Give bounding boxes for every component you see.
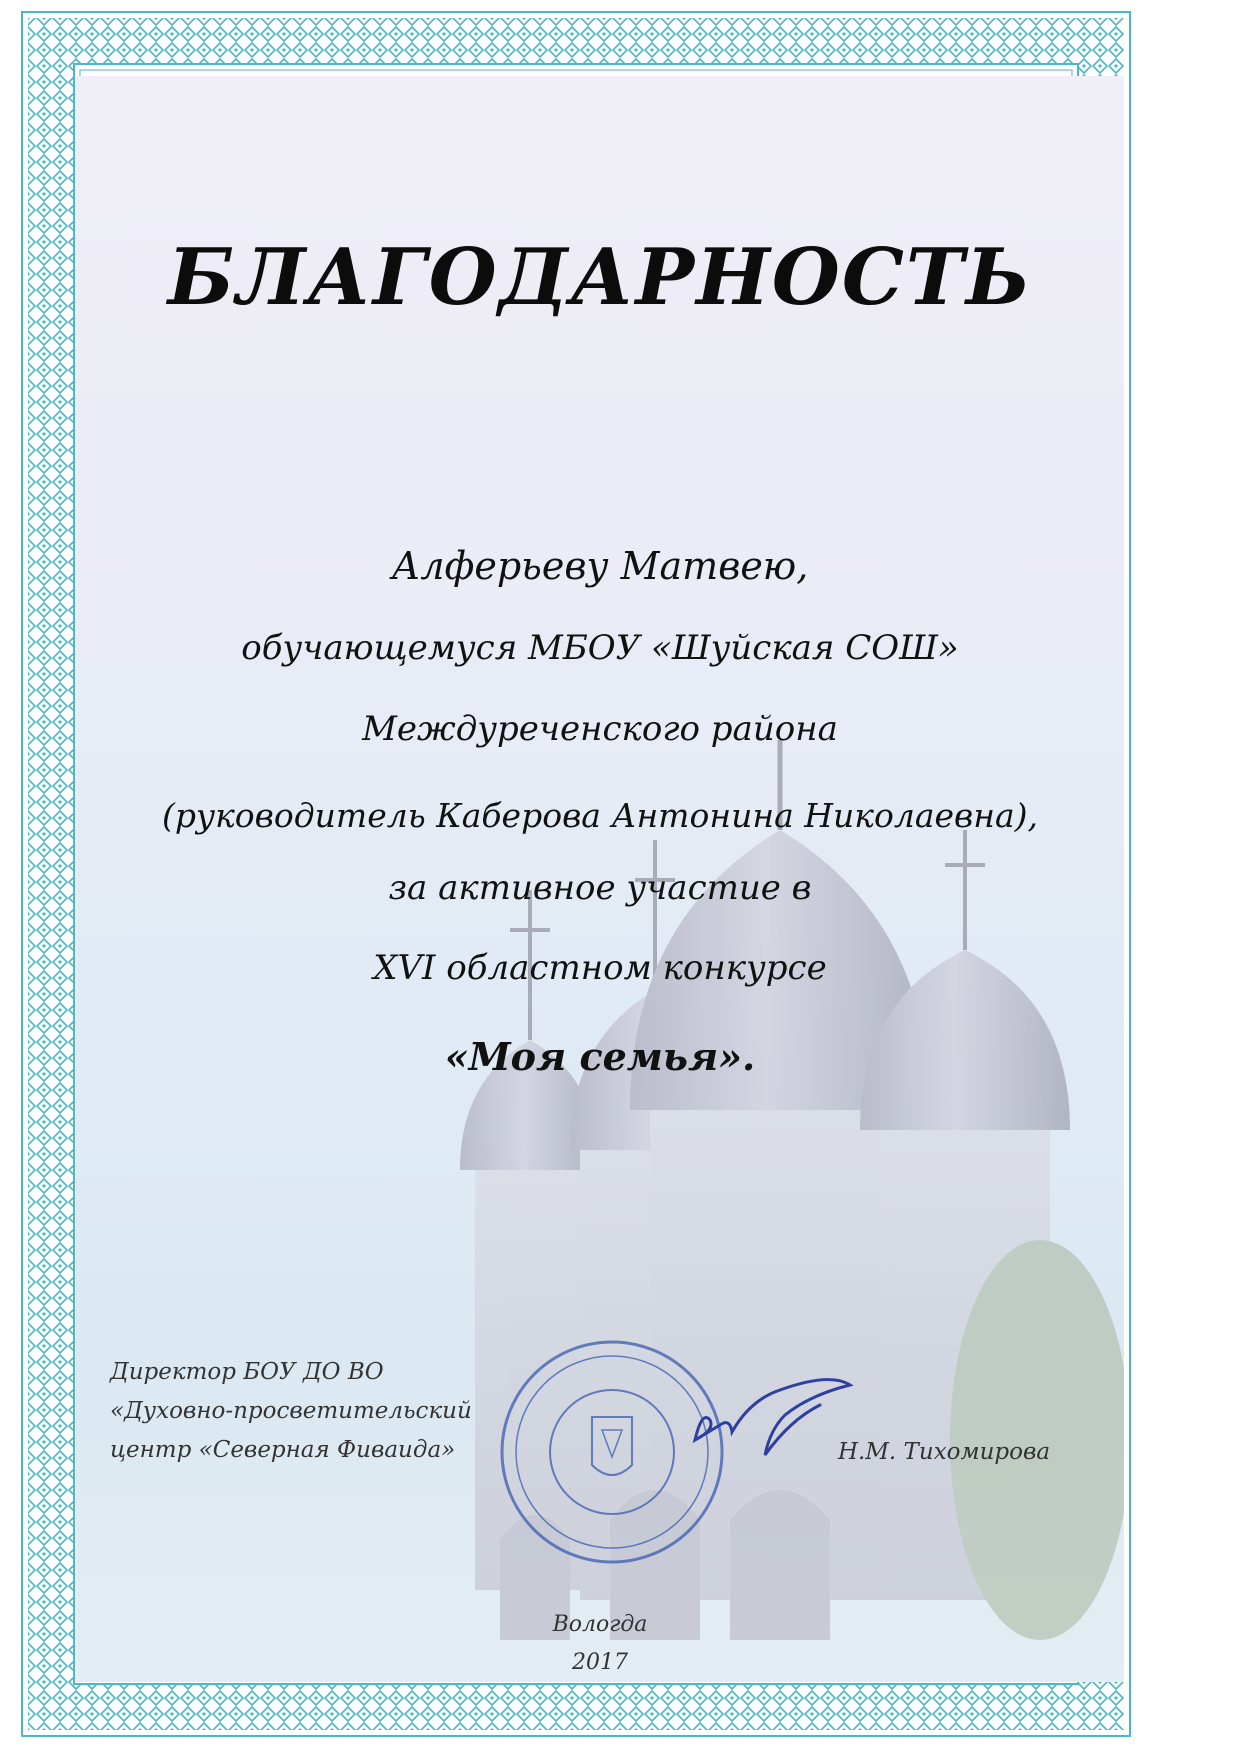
signatory-name: Н.М. Тихомирова	[838, 1439, 1051, 1465]
signatory-title-line3: центр «Северная Фиваида»	[110, 1437, 456, 1463]
contest-line: XVI областном конкурсе	[373, 948, 827, 988]
school-line: обучающемуся МБОУ «Шуйская СОШ»	[241, 628, 959, 668]
supervisor-line: (руководитель Каберова Антонина Николаевна),	[161, 796, 1039, 835]
contest-name: «Моя семья».	[444, 1034, 756, 1079]
signatory-title-line1: Директор БОУ ДО ВО	[110, 1359, 384, 1385]
district-line: Междуреченского района	[362, 709, 838, 749]
footer-city: Вологда	[552, 1612, 648, 1637]
footer-year: 2017	[572, 1650, 628, 1675]
certificate-title: БЛАГОДАРНОСТЬ	[167, 232, 1033, 323]
handwritten-signature	[690, 1370, 860, 1480]
reason-line: за активное участие в	[388, 868, 812, 908]
signatory-title-line2: «Духовно-просветительский	[110, 1398, 472, 1424]
recipient-name: Алферьеву Матвею,	[391, 544, 809, 588]
